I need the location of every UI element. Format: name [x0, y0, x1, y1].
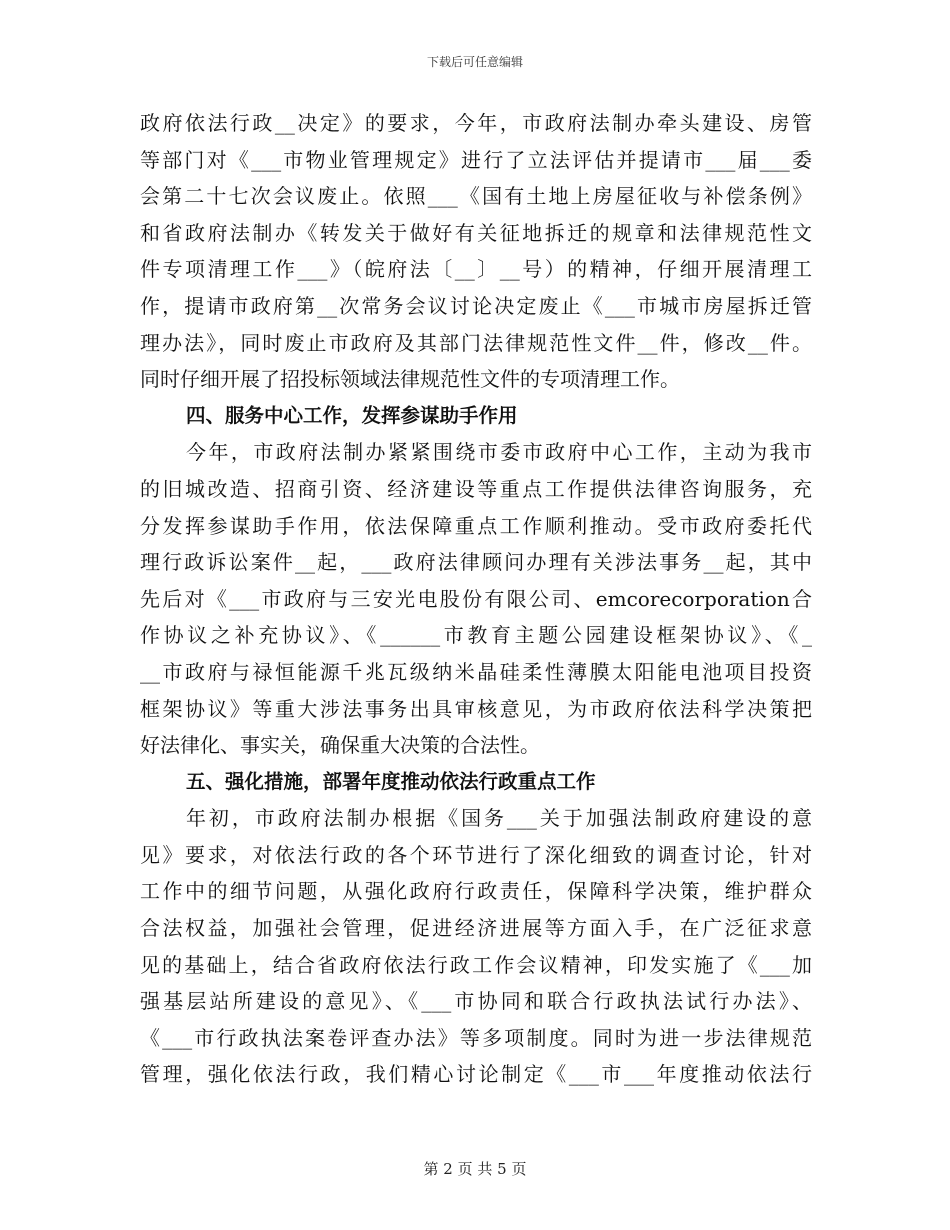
text-line: 工作中的细节问题，从强化政府行政责任，保障科学决策，维护群众	[140, 879, 812, 904]
text-line: 的旧城改造、招商引资、经济建设等重点工作提供法律咨询服务，充	[140, 476, 812, 501]
text-line: 政府依法行政__决定》的要求，今年，市政府法制办牵头建设、房管	[140, 111, 812, 135]
text-line: 会第二十七次会议废止。依照___《国有土地上房屋征收与补偿条例》	[140, 184, 812, 209]
text-line: 强基层站所建设的意见》、《___市协同和联合行政执法试行办法》、	[140, 989, 812, 1014]
text-line: 管理，强化依法行政，我们精心讨论制定《___市___年度推动依法行	[140, 1062, 812, 1087]
text-line: 好法律化、事实关，确保重大决策的合法性。	[140, 733, 540, 758]
text-line: 和省政府法制办《转发关于做好有关征地拆迁的规章和法律规范性文	[140, 220, 812, 245]
text-line: 作，提请市政府第__次常务会议讨论决定废止《___市城市房屋拆迁管	[140, 293, 812, 318]
text-line: 理行政诉讼案件__起，___政府法律顾问办理有关涉法事务__起，其中	[140, 550, 812, 575]
text-line: 同时仔细开展了招投标领域法律规范性文件的专项清理工作。	[140, 367, 680, 392]
body-text	[140, 105, 812, 1093]
text-line: 作协议之补充协议》、《______市教育主题公园建设框架协议》、《_	[140, 623, 812, 648]
text-line: 今年，市政府法制办紧紧围绕市委市政府中心工作，主动为我市	[186, 440, 812, 465]
text-line: 见》要求，对依法行政的各个环节进行了深化细致的调查讨论，针对	[140, 842, 812, 867]
text-line: 分发挥参谋助手作用，依法保障重点工作顺利推动。受市政府委托代	[140, 513, 812, 538]
page-footer: 第 2 页 共 5 页	[423, 1160, 527, 1178]
text-line: 见的基础上，结合省政府依法行政工作会议精神，印发实施了《___加	[140, 952, 812, 977]
text-line: 框架协议》等重大涉法事务出具审核意见，为市政府依法科学决策把	[140, 696, 812, 721]
text-line: 合法权益，加强社会管理，促进经济进展等方面入手，在广泛征求意	[140, 916, 812, 941]
text-line: 先后对《___市政府与三安光电股份有限公司、emcorecorporation合	[140, 586, 812, 611]
text-line: 《___市行政执法案卷评查办法》等多项制度。同时为进一步法律规范	[140, 1025, 812, 1050]
text-line: 等部门对《___市物业管理规定》进行了立法评估并提请市___届___委	[140, 147, 812, 172]
section-heading: 五、强化措施，部署年度推动依法行政重点工作	[186, 769, 596, 793]
page-header: 下载后可任意编辑	[426, 55, 523, 69]
text-line: __市政府与禄恒能源千兆瓦级纳米晶硅柔性薄膜太阳能电池项目投资	[140, 659, 812, 684]
text-line: 年初，市政府法制办根据《国务___关于加强法制政府建设的意	[186, 806, 812, 831]
text-line: 件专项清理工作___》（皖府法〔__〕__号）的精神，仔细开展清理工	[140, 257, 812, 282]
text-line: 理办法》，同时废止市政府及其部门法律规范性文件__件，修改__件。	[140, 330, 812, 355]
section-heading: 四、服务中心工作，发挥参谋助手作用	[186, 403, 518, 427]
